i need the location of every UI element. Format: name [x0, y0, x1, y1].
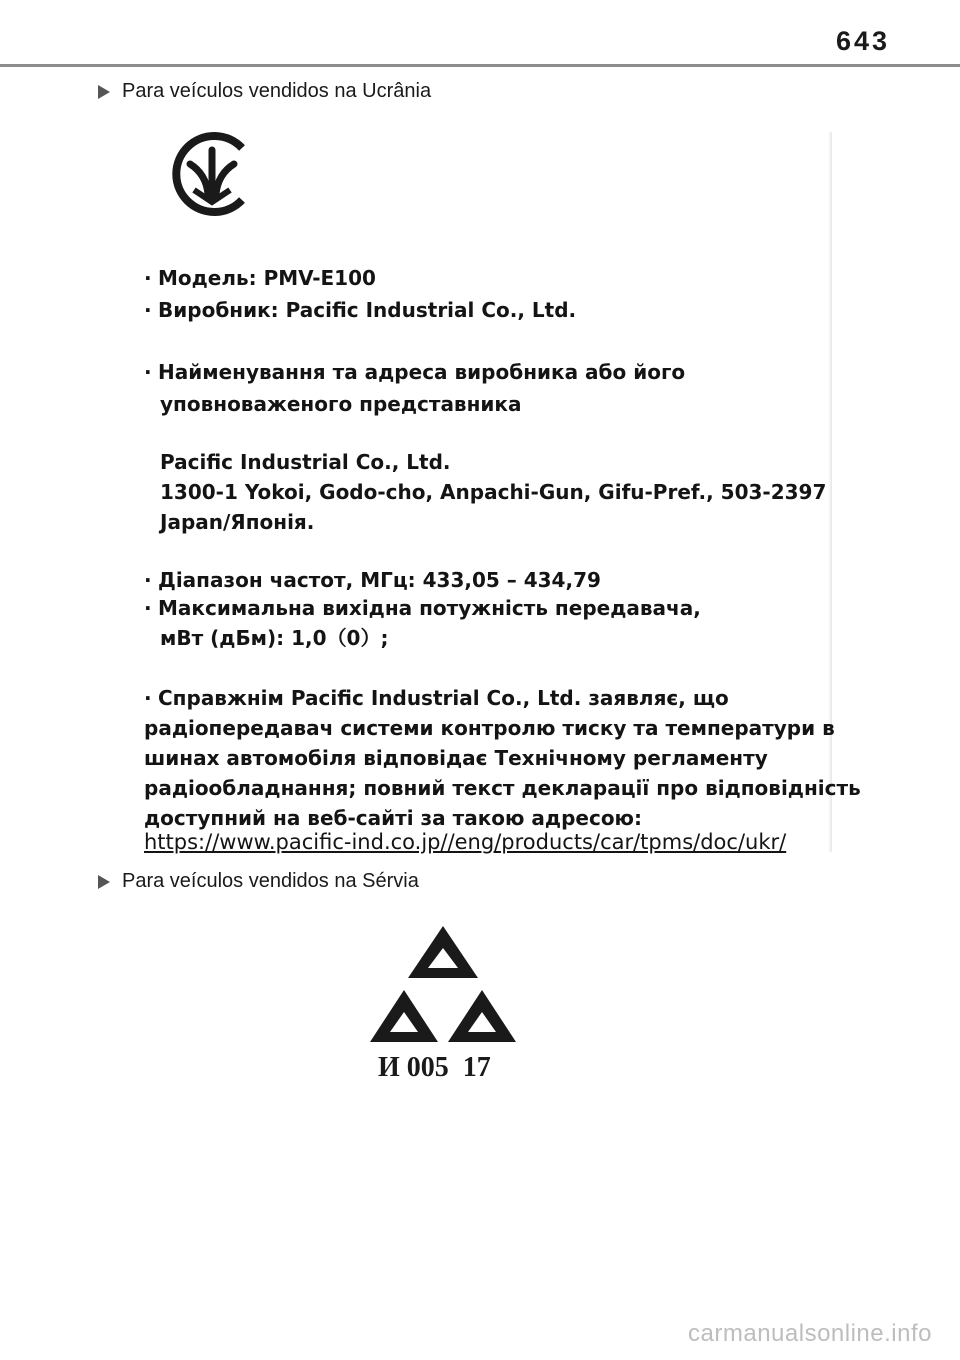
- label-declaration-4: радіообладнання; повний текст декларації про відповідність: [144, 776, 861, 800]
- label-frequency-range: Діапазон частот, МГц: 433,05 – 434,79: [158, 568, 601, 592]
- label-declaration-1: Справжнім Pacific Industrial Co., Ltd. заявляє, що: [158, 686, 729, 710]
- ukraine-conformity-mark-icon: [164, 128, 260, 220]
- label-manufacturer: Виробник: Pacific Industrial Co., Ltd.: [158, 298, 577, 322]
- label-company: Pacific Industrial Co., Ltd.: [160, 450, 451, 474]
- serbia-mark-code: И 005 17: [378, 1052, 491, 1083]
- label-declaration-5: доступний на веб-сайті за такою адресою:: [144, 806, 642, 830]
- declaration-url-link[interactable]: https://www.pacific-ind.co.jp//eng/products/car/tpms/doc/ukr/: [144, 830, 787, 854]
- serbia-conformity-mark-icon: [368, 922, 518, 1048]
- label-address-2: Japan/Японія.: [160, 510, 315, 534]
- triangle-bullet-icon: [98, 875, 110, 889]
- ukraine-conformity-label: [128, 112, 861, 862]
- bullet-manufacturer: ·: [144, 298, 152, 322]
- label-power-1: Максимальна вихідна потужність передавача,: [158, 596, 701, 620]
- section-heading-serbia-text: Para veículos vendidos na Sérvia: [122, 870, 419, 892]
- label-address-1: 1300-1 Yokoi, Godo-cho, Anpachi-Gun, Gifu-Pref., 503-2397: [160, 480, 827, 504]
- label-power-2: мВт (дБм): 1,0（0）;: [160, 626, 389, 650]
- scan-edge-shadow: [828, 132, 832, 852]
- bullet-power: ·: [144, 596, 152, 620]
- header-divider: [0, 64, 960, 67]
- watermark: carmanualsonline.info: [688, 1320, 932, 1347]
- bullet-representative: ·: [144, 360, 152, 384]
- section-heading-serbia: [98, 870, 419, 893]
- label-representative-title-1: Найменування та адреса виробника або його: [158, 360, 686, 384]
- label-declaration-2: радіопередавач системи контролю тиску та температури в: [144, 716, 835, 740]
- section-heading-ukraine: [98, 80, 431, 103]
- page-number: 643: [835, 26, 890, 56]
- label-declaration-3: шинах автомобіля відповідає Технічному регламенту: [144, 746, 768, 770]
- bullet-declaration: ·: [144, 686, 152, 710]
- triangle-bullet-icon: [98, 85, 110, 99]
- bullet-model: ·: [144, 266, 152, 290]
- section-heading-ukraine-text: Para veículos vendidos na Ucrânia: [122, 80, 432, 102]
- label-model: Модель: PMV-E100: [158, 266, 376, 290]
- label-representative-title-2: уповноваженого представника: [160, 392, 522, 416]
- bullet-frequency: ·: [144, 568, 152, 592]
